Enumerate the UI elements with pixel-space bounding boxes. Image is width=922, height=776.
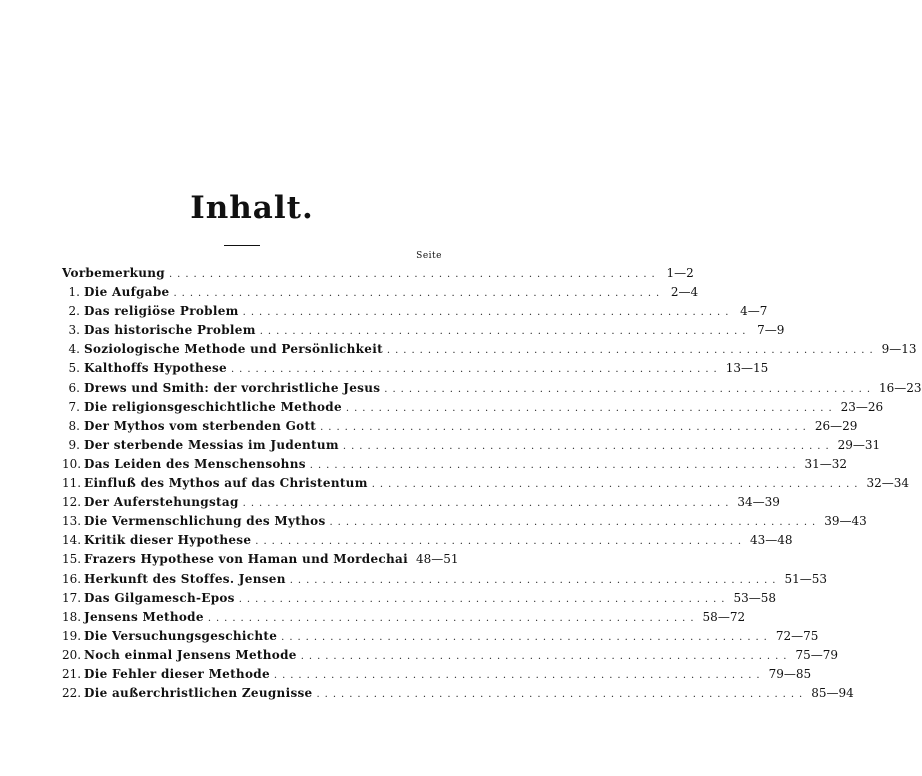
- toc-entry-leader-dots: ............................................................: [309, 459, 801, 471]
- toc-entry-number: 17.: [62, 590, 82, 605]
- toc-entry-pages: 26—29: [814, 418, 858, 433]
- toc-entry-pages: 51—53: [784, 571, 828, 586]
- toc-entry: [62, 493, 780, 512]
- toc-entry-leader-dots: ............................................................: [173, 288, 665, 300]
- toc-entry: [62, 474, 909, 493]
- toc-entry-number: 16.: [62, 571, 82, 586]
- toc-entry-leader-dots: ............................................................: [231, 364, 722, 376]
- toc-entry-number: 20.: [62, 647, 82, 662]
- toc-entry-pages: 34—39: [737, 495, 780, 510]
- toc-entry-title: Der sterbende Messias im Judentum: [84, 437, 339, 452]
- toc-entry-number: 14.: [62, 533, 82, 548]
- toc-entry-pages: 23—26: [840, 399, 884, 414]
- toc-entry-pages: 85—94: [811, 686, 854, 701]
- page-title: Inhalt.: [190, 190, 314, 226]
- toc-entry-number: 1.: [68, 285, 80, 300]
- toc-entry: [62, 302, 768, 321]
- toc-entry: [62, 436, 881, 455]
- toc-entry-pages: 53—58: [733, 590, 777, 605]
- toc-entry-number: 2.: [68, 304, 80, 319]
- toc-entry: [62, 379, 922, 398]
- toc-entry-leader-dots: ............................................................: [273, 669, 765, 681]
- toc-entry-title: Die außerchristlichen Zeugnisse: [84, 686, 313, 701]
- toc-entry-title: Vorbemerkung: [62, 266, 165, 280]
- toc-entry-title: Der Auferstehungstag: [84, 495, 239, 510]
- toc-entry-pages: 31—32: [804, 456, 848, 471]
- toc-entry-number: 5.: [68, 361, 80, 376]
- toc-entry-number: 18.: [62, 609, 82, 624]
- toc-entry-title: Herkunft des Stoffes. Jensen: [84, 571, 286, 586]
- toc-entry-leader-dots: ............................................................: [238, 593, 730, 605]
- toc-entry-number: 21.: [62, 666, 82, 681]
- toc-entry-leader-dots: ............................................................: [300, 650, 792, 662]
- toc-entry-title: Die Aufgabe: [84, 285, 170, 300]
- toc-entry-pages: 32—34: [866, 476, 909, 491]
- toc-entry-pages: 4—7: [740, 304, 768, 319]
- toc-entry: [62, 646, 838, 665]
- toc-entry-leader-dots: ............................................................: [281, 631, 772, 643]
- toc-entry-title: Die Vermenschlichung des Mythos: [84, 514, 326, 529]
- toc-entry-title: Kritik dieser Hypothese: [84, 533, 252, 548]
- toc-entry: [62, 627, 819, 646]
- toc-entry-number: 6.: [68, 380, 80, 395]
- toc-entry-number: 11.: [62, 476, 82, 491]
- toc-entry-leader-dots: ............................................................: [345, 402, 837, 414]
- toc-entry: [62, 264, 694, 283]
- toc-entry-number: 3.: [68, 323, 80, 338]
- table-of-contents: [62, 264, 922, 703]
- toc-entry-number: 12.: [62, 495, 82, 510]
- toc-entry-title: Das religiöse Problem: [84, 304, 239, 319]
- toc-entry-leader-dots: ............................................................: [207, 612, 699, 624]
- toc-entry-pages: 39—43: [824, 514, 867, 529]
- title-divider: [224, 245, 260, 246]
- toc-entry-number: 22.: [62, 686, 82, 701]
- toc-entry-number: 4.: [68, 342, 80, 357]
- toc-entry: [62, 608, 746, 627]
- toc-entry: [62, 531, 793, 550]
- toc-entry-leader-dots: ............................................................: [384, 383, 876, 395]
- toc-entry-number: 7.: [68, 399, 80, 414]
- toc-entry: [62, 550, 459, 569]
- toc-entry-pages: 9—13: [881, 342, 917, 357]
- toc-entry-pages: 1—2: [666, 266, 694, 280]
- page-column-label: Seite: [416, 251, 442, 261]
- toc-entry-leader-dots: ............................................................: [255, 536, 747, 548]
- toc-entry-title: Kalthoffs Hypothese: [84, 361, 227, 376]
- toc-entry-pages: 2—4: [670, 285, 699, 300]
- toc-entry-leader-dots: ............................................................: [342, 440, 834, 452]
- toc-entry: [62, 589, 777, 608]
- toc-entry-leader-dots: ............................................................: [329, 517, 821, 529]
- toc-entry-number: 13.: [62, 514, 82, 529]
- toc-entry: [62, 340, 917, 359]
- toc-entry-title: Jensens Methode: [84, 609, 204, 624]
- toc-entry-leader-dots: ............................................................: [289, 574, 781, 586]
- toc-entry-pages: 72—75: [775, 628, 819, 643]
- toc-entry-title: Die religionsgeschichtliche Methode: [84, 399, 342, 414]
- toc-entry: [62, 417, 858, 436]
- toc-entry: [62, 665, 812, 684]
- toc-entry-number: 8.: [68, 418, 80, 433]
- toc-entry-title: Einfluß des Mythos auf das Christentum: [84, 476, 368, 491]
- toc-entry-number: 10.: [62, 456, 82, 471]
- toc-entry-title: Drews und Smith: der vorchristliche Jesus: [84, 380, 381, 395]
- toc-entry-leader-dots: ............................................................: [259, 326, 751, 338]
- toc-entry-leader-dots: ............................................................: [320, 421, 811, 433]
- toc-entry: [62, 359, 769, 378]
- toc-entry-number: 9.: [68, 437, 80, 452]
- toc-entry: [62, 512, 867, 531]
- toc-entry: [62, 283, 699, 302]
- toc-entry-title: Das Gilgamesch-Epos: [84, 590, 235, 605]
- toc-entry: [62, 570, 828, 589]
- toc-entry-pages: 79—85: [768, 666, 812, 681]
- toc-entry-title: Noch einmal Jensens Methode: [84, 647, 297, 662]
- toc-entry-pages: 48—51: [415, 552, 459, 567]
- toc-entry-title: Das Leiden des Menschensohns: [84, 456, 306, 471]
- toc-entry-leader-dots: ............................................................: [316, 689, 808, 701]
- toc-entry-pages: 58—72: [702, 609, 746, 624]
- toc-entry-leader-dots: ............................................................: [386, 345, 878, 357]
- toc-entry: [62, 455, 848, 474]
- toc-entry-title: Der Mythos vom sterbenden Gott: [84, 418, 317, 433]
- toc-entry-number: 19.: [62, 628, 82, 643]
- toc-entry-title: Frazers Hypothese von Haman und Mordechai: [84, 552, 408, 567]
- toc-entry-pages: 13—15: [725, 361, 769, 376]
- toc-entry-leader-dots: ............................................................: [168, 269, 660, 280]
- toc-entry-leader-dots: ............................................................: [371, 479, 863, 491]
- toc-entry: [62, 684, 854, 703]
- toc-entry-title: Das historische Problem: [84, 323, 256, 338]
- toc-entry-pages: 75—79: [795, 647, 838, 662]
- toc-entry-number: 15.: [62, 552, 82, 567]
- toc-entry-pages: 16—23: [879, 380, 922, 395]
- toc-entry-pages: 43—48: [750, 533, 793, 548]
- toc-entry-title: Die Versuchungsgeschichte: [84, 628, 278, 643]
- toc-entry: [62, 398, 884, 417]
- toc-entry-pages: 7—9: [757, 323, 785, 338]
- toc-entry-pages: 29—31: [837, 437, 881, 452]
- toc-entry: [62, 321, 785, 340]
- toc-entry-leader-dots: ............................................................: [242, 307, 734, 319]
- toc-entry-title: Soziologische Methode und Persönlichkeit: [84, 342, 383, 357]
- toc-entry-title: Die Fehler dieser Methode: [84, 666, 270, 681]
- toc-entry-leader-dots: ............................................................: [242, 498, 734, 510]
